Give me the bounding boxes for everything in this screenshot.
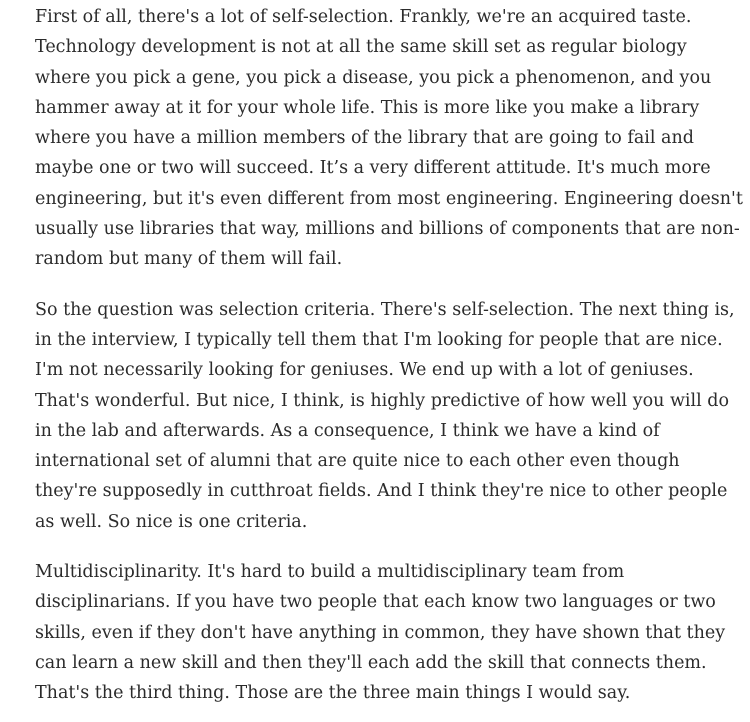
paragraph-self-selection: First of all, there's a lot of self-selection. Frankly, we're an acquired taste. Technology development is not at all the same skill set as regular biology where you pick a gene, you pick a disease, you pick a phenomenon, and you hammer away at it for your whole life. This is more like you make a library where you have a million members of the library that are going to fail and maybe one or two will succeed. It’s a very different attitude. It's much more engineering, but it's even different from most engineering. Engineering doesn't usually use libraries that way, millions and billions of components that are non-random but many of them will fail. <box>35 7 743 270</box>
paragraph-selection-criteria: So the question was selection criteria. There's self-selection. The next thing is, in the interview, I typically tell them that I'm looking for people that are nice. I'm not necessarily looking for geniuses. We end up with a lot of geniuses. That's wonderful. But nice, I think, is highly predictive of how well you will do in the lab and afterwards. As a consequence, I think we have a kind of international set of alumni that are quite nice to each other even though they're supposedly in cutthroat fields. And I think they're nice to other people as well. So nice is one criteria. <box>35 299 735 532</box>
paragraph-multidisciplinarity: Multidisciplinarity. It's hard to build a multidisciplinary team from disciplinarians. If you have two people that each know two languages or two skills, even if they don't have anything in common, they have shown that they can learn a new skill and then they'll each add the skill that connects them. That's the third thing. Those are the three main things I would say. <box>35 562 726 704</box>
